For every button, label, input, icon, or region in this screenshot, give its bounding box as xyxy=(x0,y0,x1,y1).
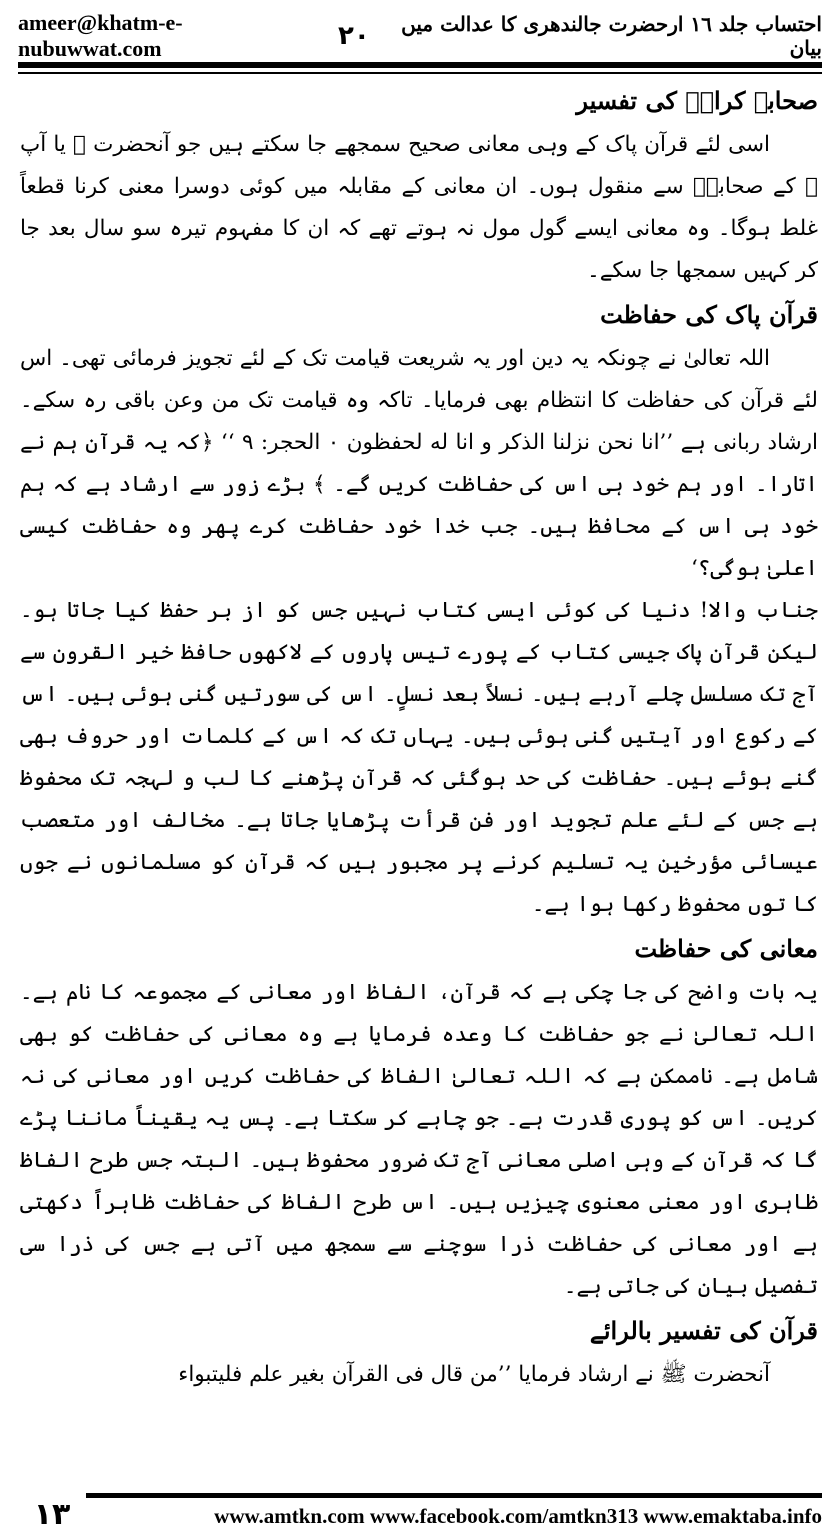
page-body xyxy=(20,78,818,1396)
section-heading: صحابہ کرامؓ کی تفسیر xyxy=(576,86,818,115)
paragraph: اللہ تعالیٰ نے چونکہ یہ دین اور یہ شریعت قیامت تک کے لئے تجویز فرمائی تھی۔ اس لئے قرآن کی حفاظت کا انتظام بھی فرمایا۔ تاکہ وہ قیامت تک من وعن باقی رہ سکے۔ ارشاد ربانی ہے ’’انا نحن نزلنا الذکر و انا له لحفظون ۰ الحجر: ۹ ‘‘ ﴿کہ یہ قرآن ہم نے اتارا۔ اور ہم خود ہی اس کی حفاظت کریں گے۔ ﴾ بڑے زور سے ارشاد ہے کہ ہم خود ہی اس کے محافظ ہیں۔ جب خدا خود حفاظت کرے پھر وہ حفاظت کیسی اعلیٰ ہوگی؟‘ xyxy=(20,346,818,581)
header-rule-thick xyxy=(18,62,822,68)
section-heading: معانی کی حفاظت xyxy=(634,934,818,963)
paragraph: اسی لئے قرآن پاک کے وہی معانی صحیح سمجھے جا سکتے ہیں جو آنحضرت ﷺ یا آپ ﷺ کے صحابہؓ سے منقول ہوں۔ ان معانی کے مقابلہ میں کوئی دوسرا معنی کرنا قطعاً غلط ہوگا۔ وہ معانی ایسے گول مول نہ ہوتے تھے کہ ان کا مفہوم تیرہ سو سال بعد جا کر کہیں سمجھا جا سکے۔ xyxy=(20,132,818,283)
header-left xyxy=(18,10,370,62)
paragraph: آنحضرت ﷺ نے ارشاد فرمایا ’’من قال فی القرآن بغیر علم فلیتبواء xyxy=(178,1362,770,1387)
page-footer xyxy=(18,1494,822,1534)
section-heading: قرآن پاک کی حفاظت xyxy=(600,300,818,329)
paragraph: جناب والا! دنیا کی کوئی ایسی کتاب نہیں جس کو از بر حفظ کیا جاتا ہو۔ لیکن قرآن پاک جیسی کتاب کے پورے تیس پاروں کے لاکھوں حافظ خیر القرون سے آج تک مسلسل چلے آرہے ہیں۔ نسلاً بعد نسلٍ۔ اس کی سورتیں گنی ہوئی ہیں۔ اس کے رکوع اور آیتیں گنی ہوئی ہیں۔ یہاں تک کہ اس کے کلمات اور حروف بھی گنے ہوئے ہیں۔ حفاظت کی حد ہوگئی کہ قرآن پڑھنے کا لب و لہجہ تک محفوظ ہے جس کے لئے علم تجوید اور فن قرأت پڑھایا جاتا ہے۔ مخالف اور متعصب عیسائی مؤرخین یہ تسلیم کرنے پر مجبور ہیں کہ قرآن کو مسلمانوں نے جوں کا توں محفوظ رکھا ہوا ہے۔ xyxy=(20,598,818,917)
footer-links[interactable]: www.amtkn.com www.facebook.com/amtkn313 www.emaktaba.info xyxy=(214,1504,822,1528)
header-rule-thin xyxy=(18,72,822,74)
page-header xyxy=(18,10,822,61)
header-page-number: ٢٠ xyxy=(338,21,370,51)
header-title: احتساب جلد ١٦ ارحضرت جالندھری کا عدالت میں بیان xyxy=(401,12,822,60)
paragraph: یہ بات واضح کی جا چکی ہے کہ قرآن، الفاظ اور معانی کے مجموعہ کا نام ہے۔ اللہ تعالیٰ نے جو حفاظت کا وعدہ فرمایا ہے وہ معانی کی حفاظت کو بھی شامل ہے۔ ناممکن ہے کہ اللہ تعالیٰ الفاظ کی حفاظت کریں اور معانی کی نہ کریں۔ اس کو پوری قدرت ہے۔ جو چاہے کر سکتا ہے۔ پس یہ یقیناً ماننا پڑے گا کہ قرآن کے وہی اصلی معانی آج تک ضرور محفوظ ہیں۔ البتہ جس طرح الفاظ ظاہری اور معنی معنوی چیزیں ہیں۔ اس طرح الفاظ کی حفاظت ظاہراً دکھتی ہے اور معانی کی حفاظت ذرا سوچنے سے سمجھ میں آتی ہے جس کی ذرا سی تفصیل بیان کی جاتی ہے۔ xyxy=(20,980,818,1299)
footer-bar xyxy=(86,1493,822,1536)
section-heading: قرآن کی تفسیر بالرائے xyxy=(589,1316,818,1345)
footer-page-number: ١٣ xyxy=(33,1496,71,1532)
header-email[interactable]: ameer@khatm-e-nubuwwat.com xyxy=(18,10,183,61)
